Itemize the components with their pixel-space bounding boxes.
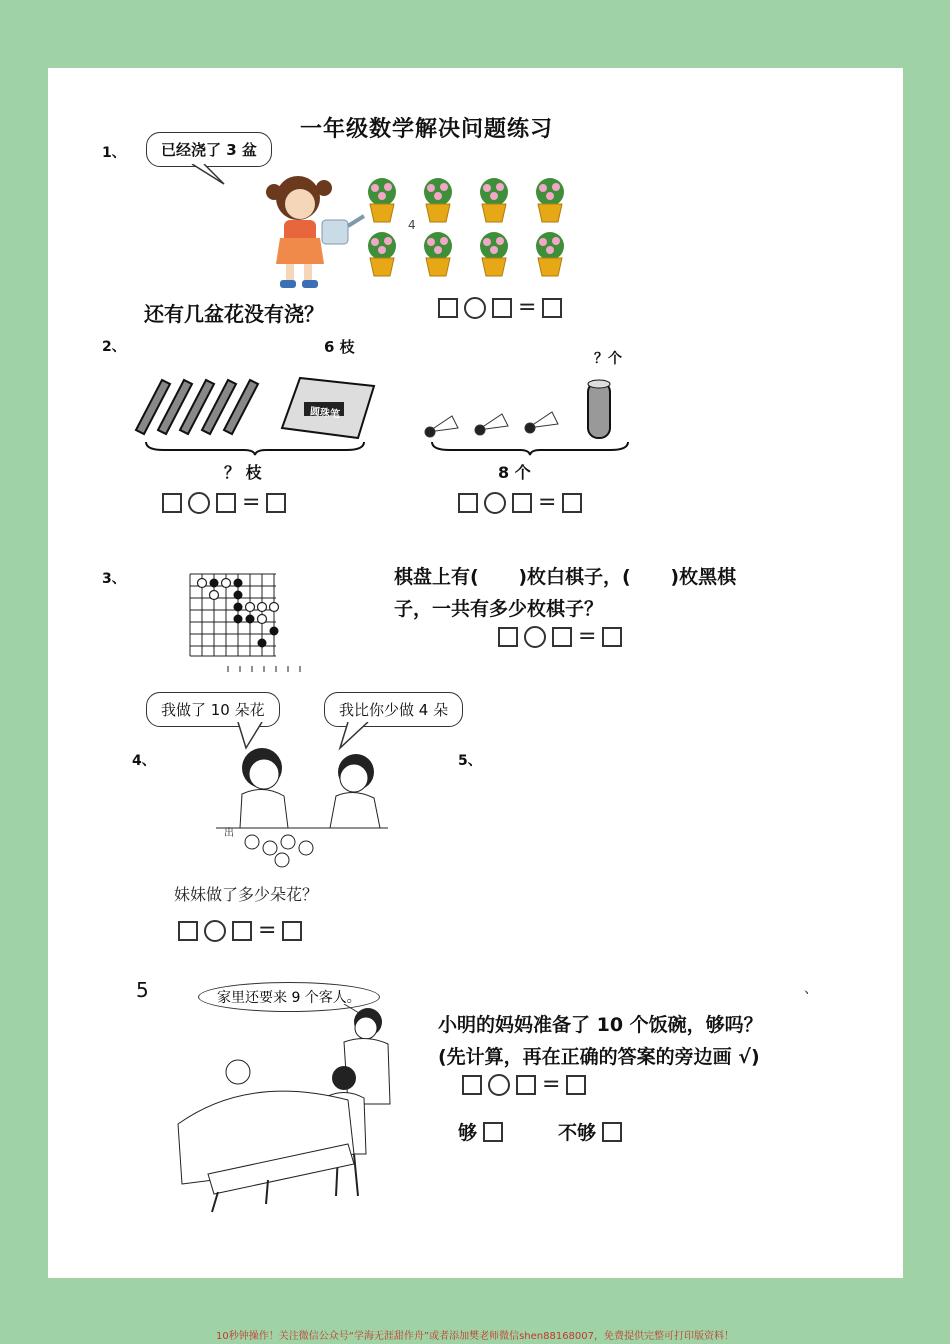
question-3-number: 3、 <box>102 571 126 587</box>
flower-pot-icon <box>358 176 406 224</box>
girl-watering-illustration <box>258 168 368 298</box>
q2-right-top-label: ？个 <box>594 351 622 367</box>
answer-box[interactable] <box>492 298 512 318</box>
equals-sign: = <box>242 490 261 515</box>
operator-circle[interactable] <box>204 920 226 942</box>
pen-box-label: 圆珠笔 <box>309 406 341 421</box>
q2-left-bottom-label: ？ 枝 <box>224 463 262 482</box>
operator-circle[interactable] <box>488 1074 510 1096</box>
pens-and-box-illustration <box>132 368 382 448</box>
two-girls-making-flowers-illustration <box>212 744 392 874</box>
equals-sign: = <box>542 1072 561 1097</box>
family-setting-table-illustration <box>168 1004 398 1214</box>
result-box[interactable] <box>566 1075 586 1095</box>
q2-right-equation <box>458 492 582 514</box>
equals-sign: = <box>578 624 597 649</box>
question-4-number: 4、 <box>132 753 156 769</box>
equals-sign: = <box>518 295 537 320</box>
flower-pot-icon <box>414 230 462 278</box>
flower-pot-icon <box>526 230 574 278</box>
question-5-label: 5、 <box>458 753 482 769</box>
q5-line-2: (先计算，再在正确的答案的旁边画 √) <box>438 1046 760 1068</box>
q1-question: 还有几盆花没有浇？ <box>144 302 324 326</box>
go-board-illustration <box>188 572 308 672</box>
flower-pot-icon <box>526 176 574 224</box>
answer-box[interactable] <box>232 921 252 941</box>
operator-circle[interactable] <box>524 626 546 648</box>
q5-equation <box>462 1074 586 1096</box>
operator-circle[interactable] <box>188 492 210 514</box>
not-enough-label: 不够 <box>558 1122 597 1144</box>
flower-pot-icon <box>470 176 518 224</box>
q3-line-2: 子，一共有多少枚棋子？ <box>394 598 604 620</box>
q1-mark: 4 <box>408 218 416 232</box>
question-1-number: 1、 <box>102 145 126 161</box>
flower-pot-icon <box>470 230 518 278</box>
q2-left-equation <box>162 492 286 514</box>
flower-pots-group <box>358 176 588 276</box>
q4-question: 妹妹做了多少朵花？ <box>174 885 319 904</box>
result-box[interactable] <box>266 493 286 513</box>
q3-equation <box>498 626 622 648</box>
answer-box[interactable] <box>516 1075 536 1095</box>
operator-circle[interactable] <box>484 492 506 514</box>
result-box[interactable] <box>602 627 622 647</box>
question-5-number: 5 <box>136 978 149 1002</box>
left-brace <box>144 440 366 456</box>
q1-speech-bubble: 已经浇了 3 盆 <box>146 132 272 167</box>
result-box[interactable] <box>282 921 302 941</box>
q2-right-bottom-label: 8 个 <box>498 463 531 482</box>
q5-stray-mark: 、 <box>804 981 818 997</box>
answer-box[interactable] <box>462 1075 482 1095</box>
equals-sign: = <box>258 918 277 943</box>
enough-checkbox[interactable] <box>483 1122 503 1142</box>
shuttlecocks-and-tube-illustration <box>422 376 632 440</box>
answer-box[interactable] <box>178 921 198 941</box>
answer-box[interactable] <box>162 493 182 513</box>
q3-line-1: 棋盘上有( )枚白棋子，( )枚黑棋 <box>394 566 737 588</box>
q1-bubble-tail <box>188 164 228 188</box>
page-title: 一年级数学解决问题练习 <box>300 117 554 142</box>
worksheet-page <box>48 68 903 1278</box>
q4-flower-tag: 出 <box>224 828 234 839</box>
shuttlecock-tube-icon <box>588 380 610 438</box>
result-box[interactable] <box>542 298 562 318</box>
not-enough-option <box>558 1118 622 1145</box>
answer-box[interactable] <box>438 298 458 318</box>
operator-circle[interactable] <box>464 297 486 319</box>
right-brace <box>430 440 630 456</box>
q4-right-bubble: 我比你少做 4 朵 <box>324 692 463 727</box>
q4-equation <box>178 920 302 942</box>
enough-option <box>458 1118 503 1145</box>
q1-equation <box>438 297 562 319</box>
answer-box[interactable] <box>552 627 572 647</box>
equals-sign: = <box>538 490 557 515</box>
q4-left-bubble: 我做了 10 朵花 <box>146 692 280 727</box>
result-box[interactable] <box>562 493 582 513</box>
not-enough-checkbox[interactable] <box>602 1122 622 1142</box>
q5-speech-bubble: 家里还要来 9 个客人。 <box>198 982 380 1012</box>
flower-pot-icon <box>414 176 462 224</box>
q2-left-top-label: 6 枝 <box>324 338 355 356</box>
flower-pot-icon <box>358 230 406 278</box>
answer-box[interactable] <box>458 493 478 513</box>
answer-box[interactable] <box>216 493 236 513</box>
answer-box[interactable] <box>512 493 532 513</box>
footer-note: 10秒钟操作！关注微信公众号“学海无涯甜作舟”或者添加樊老师微信shen88168007，免费提供完整可打印版资料！ <box>215 1331 735 1342</box>
answer-box[interactable] <box>498 627 518 647</box>
enough-label: 够 <box>458 1122 478 1144</box>
question-2-number: 2、 <box>102 339 126 355</box>
q5-line-1: 小明的妈妈准备了 10 个饭碗，够吗？ <box>438 1014 763 1036</box>
